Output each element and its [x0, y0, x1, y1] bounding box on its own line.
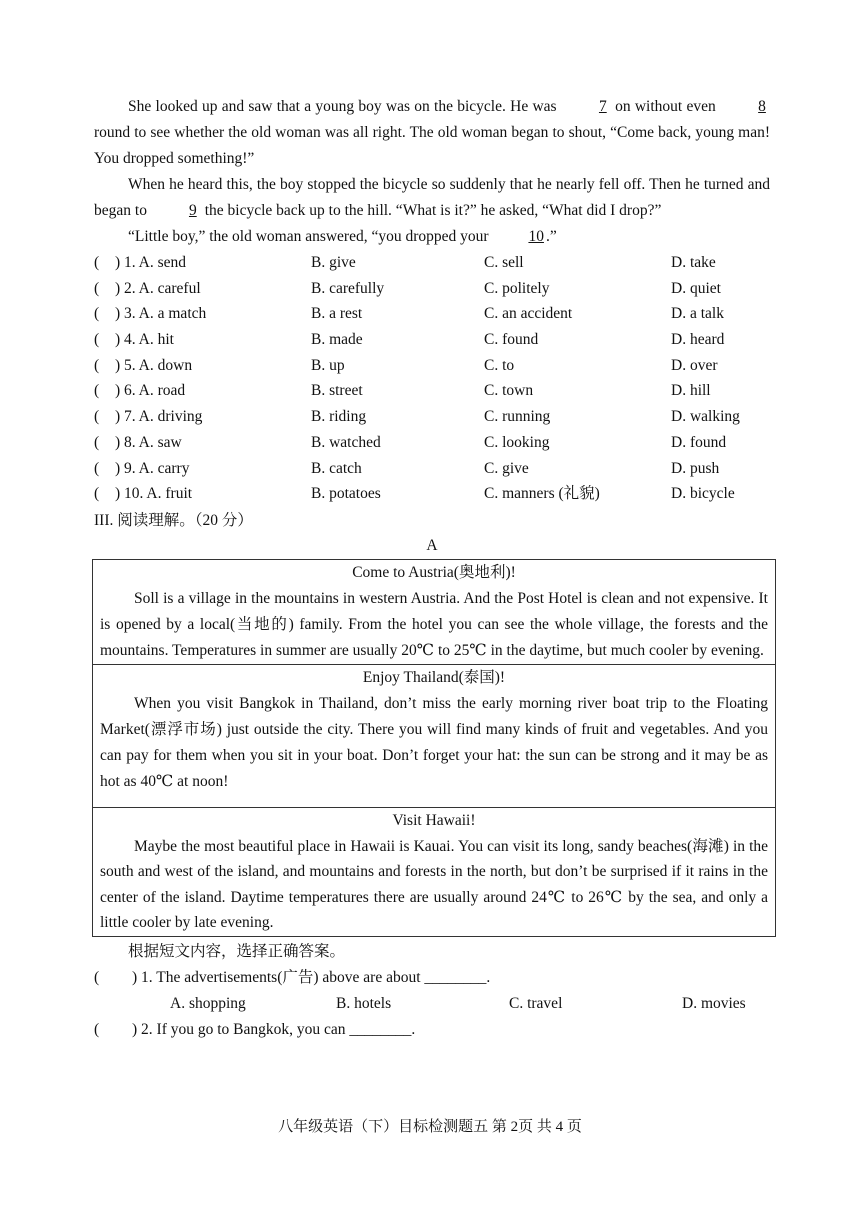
answer-paren[interactable]: ( — [94, 968, 100, 986]
cloze-question: ( ) 6. A. road B. street C. town D. hill — [94, 378, 770, 404]
ad-title: Come to Austria(奥地利)! — [352, 563, 516, 581]
cloze-question: ( ) 1. A. send B. give C. sell D. take — [94, 250, 770, 276]
ad-thailand — [93, 665, 775, 808]
ad-title: Visit Hawaii! — [392, 811, 476, 829]
answer-paren[interactable]: ( — [94, 331, 100, 349]
cloze-question: ( ) 9. A. carry B. catch C. give D. push — [94, 456, 770, 482]
ad-austria — [93, 560, 775, 665]
passage-paragraph-2: When he heard this, the boy stopped the bicycle so suddenly that he nearly fell off. Then he turned and began to 9 the bicycle back up to the hill. “What is it?” he asked, “What did I drop?” — [94, 172, 770, 224]
part-label-a: A — [426, 536, 438, 554]
ad-body: Soll is a village in the mountains in western Austria. And the Post Hotel is clean and not expensive. It is opened by a local(当地的) family. From the hotel you can see the whole village, the forests and the mountains. Temperatures in summer are usually 20℃ to 25℃ in the daytime, but much cooler by evening. — [100, 589, 768, 659]
blank-7: 7 — [598, 98, 607, 115]
answer-paren[interactable]: ( — [94, 433, 100, 451]
section-heading-reading: III. 阅读理解。（20 分） — [94, 511, 253, 529]
instruction: 根据短文内容，选择正确答案。 — [128, 942, 346, 960]
cloze-question: ( ) 3. A. a match B. a rest C. an accident D. a talk — [94, 301, 770, 327]
ad-body: When you visit Bangkok in Thailand, don’t miss the early morning river boat trip to the Floating Market(漂浮市场) just outside the city. There you will find many kinds of fruit and vegetables. And you can pay for them when you sit in your boat. Don’t forget your hat: the sun can be strong and it may be as hot as 40℃ at noon! — [100, 694, 768, 790]
answer-paren[interactable]: ( — [94, 1020, 100, 1038]
answer-paren[interactable]: ( — [94, 382, 100, 400]
blank-10: 10 — [528, 228, 544, 245]
page-footer: 八年级英语（下）目标检测题五 第 2页 共 4 页 — [278, 1119, 582, 1135]
ad-title: Enjoy Thailand(泰国)! — [362, 668, 506, 686]
answer-paren[interactable]: ( — [94, 356, 100, 374]
answer-paren[interactable]: ( — [94, 408, 100, 426]
answer-paren[interactable]: ( — [94, 254, 100, 271]
passage-paragraph-3: “Little boy,” the old woman answered, “you dropped your 10 .” — [94, 224, 770, 250]
answer-paren[interactable]: ( — [94, 279, 100, 297]
reading-question-1: ( ) 1. The advertisements(广告) above are about ________. — [94, 965, 770, 991]
reading-question-1-options: A. shopping B. hotels C. travel D. movies — [170, 994, 746, 1012]
ad-body: Maybe the most beautiful place in Hawaii is Kauai. You can visit its long, sandy beaches(海滩) in the south and west of the island, and mountains and forests in the north, but don’t be surprised if it rains in the center of the island. Daytime temperatures there are usually around 24℃ to 26℃ by the sea, and only a little cooler by late evening. — [100, 837, 768, 932]
cloze-question-list — [94, 250, 770, 507]
passage-paragraph-1: She looked up and saw that a young boy was on the bicycle. He was 7 on without even 8 round to see whether the old woman was all right. The old woman began to shout, “Come back, young man! You dropped something!” — [94, 94, 770, 172]
reading-question-2: ( ) 2. If you go to Bangkok, you can ________. — [94, 1017, 770, 1043]
cloze-question: ( ) 8. A. saw B. watched C. looking D. found — [94, 430, 770, 456]
answer-paren[interactable]: ( — [94, 305, 100, 323]
blank-8: 8 — [758, 98, 766, 115]
answer-paren[interactable]: ( — [94, 459, 100, 477]
cloze-question: ( ) 7. A. driving B. riding C. running D. walking — [94, 404, 770, 430]
cloze-question: ( ) 4. A. hit B. made C. found D. heard — [94, 327, 770, 353]
ad-hawaii — [93, 808, 775, 936]
cloze-question: ( ) 10. A. fruit B. potatoes C. manners (礼貌) D. bicycle — [94, 481, 770, 507]
exam-page — [94, 94, 770, 1043]
advertisement-table — [92, 559, 776, 937]
cloze-question: ( ) 5. A. down B. up C. to D. over — [94, 353, 770, 379]
answer-paren[interactable]: ( — [94, 485, 100, 503]
cloze-question: ( ) 2. A. careful B. carefully C. politely D. quiet — [94, 276, 770, 302]
blank-9: 9 — [188, 202, 197, 219]
